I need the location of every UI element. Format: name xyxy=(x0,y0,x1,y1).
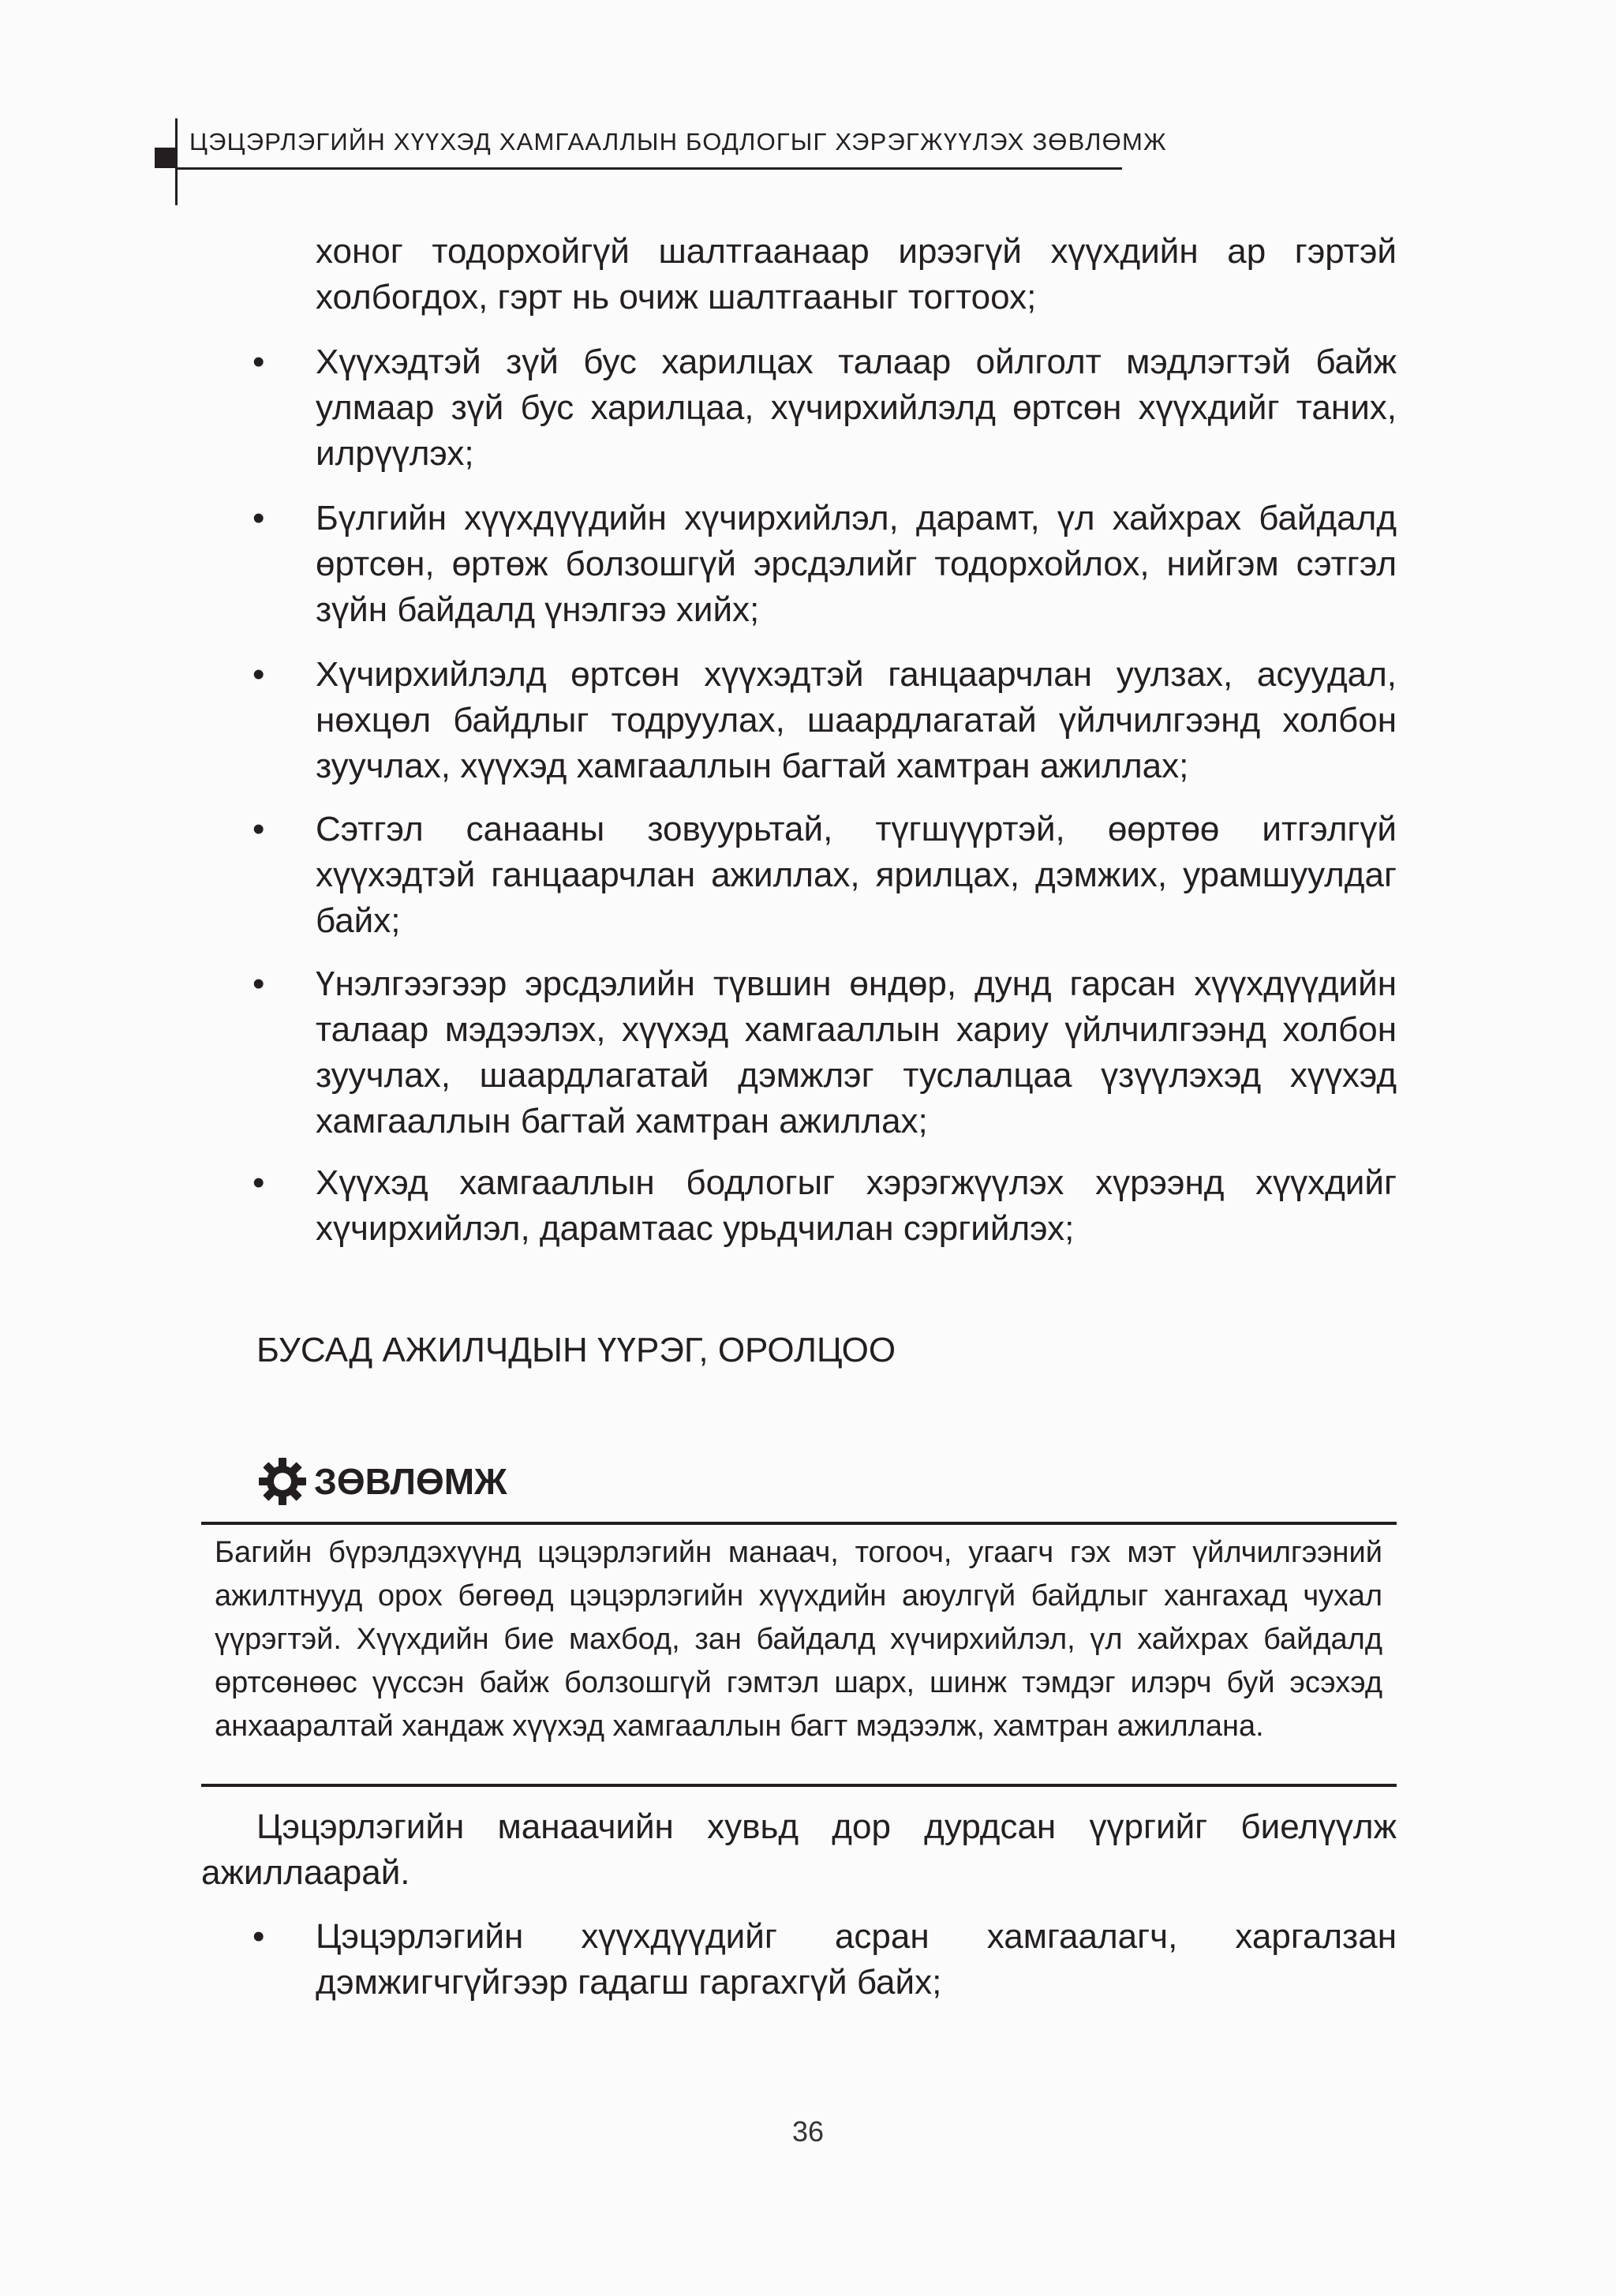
list-item: Бүлгийн хүүхдүүдийн хүчирхийлэл, дарамт, үл хайхрах байдалд өртсөн, өртөж болзошгүй эрсдэлийг тодорхойлох, нийгэм сэтгэл зүйн байдалд үнэлгээ хийх; xyxy=(316,499,1397,629)
intro-paragraph: Цэцэрлэгийн манаачийн хувьд дор дурдсан үүргийг биелүүлж ажиллаарай. xyxy=(201,1807,1397,1892)
header-vertical-line xyxy=(175,118,178,205)
list-item: Цэцэрлэгийн хүүхдүүдийг асран хамгаалагч, харгалзан дэмжигчгүйгээр гадагш гаргахгүй байх; xyxy=(316,1917,1397,2002)
bullet-marker: • xyxy=(252,343,265,381)
gear-icon xyxy=(257,1456,308,1507)
bullet-marker: • xyxy=(252,964,265,1003)
bullet-marker: • xyxy=(252,1917,265,1956)
section-heading: БУСАД АЖИЛЧДЫН ҮҮРЭГ, ОРОЛЦОО xyxy=(256,1331,896,1369)
header-marker xyxy=(155,148,175,168)
header-rule xyxy=(175,167,1122,170)
list-item: Сэтгэл санааны зовуурьтай, түгшүүртэй, өөртөө итгэлгүй хүүхэдтэй ганцаарчлан ажиллах, ярилцах, дэмжих, урамшуулдаг байх; xyxy=(316,810,1397,940)
advice-title: ЗӨВЛӨМЖ xyxy=(314,1461,507,1502)
list-item: Хүүхэдтэй зүй бус харилцах талаар ойлголт мэдлэгтэй байж улмаар зүй бус харилцаа, хүчирхийлэлд өртсөн хүүхдийг таних, илрүүлэх; xyxy=(316,343,1397,473)
continuation-text: хоног тодорхойгүй шалтгаанаар ирээгүй хүүхдийн ар гэртэй холбогдох, гэрт нь очиж шалтгааныг тогтоох; xyxy=(316,232,1397,316)
list-item: Хүчирхийлэлд өртсөн хүүхэдтэй ганцаарчлан уулзах, асуудал, нөхцөл байдлыг тодруулах, шаардлагатай үйлчилгээнд холбон зуучлах, хүүхэд хамгааллын багтай хамтран ажиллах; xyxy=(316,655,1397,785)
advice-top-rule xyxy=(201,1522,1397,1525)
bullet-marker: • xyxy=(252,1163,265,1202)
list-item: Үнэлгээгээр эрсдэлийн түвшин өндөр, дунд гарсан хүүхдүүдийн талаар мэдээлэх, хүүхэд хамгааллын хариу үйлчилгээнд холбон зуучлах, шаардлагатай дэмжлэг туслалцаа үзүүлэхэд хүүхэд хамгааллын багтай хамтран ажиллах; xyxy=(316,964,1397,1141)
page-number: 36 xyxy=(791,2115,825,2148)
bullet-marker: • xyxy=(252,655,265,694)
bullet-marker: • xyxy=(252,499,265,537)
running-header: ЦЭЦЭРЛЭГИЙН ХҮҮХЭД ХАМГААЛЛЫН БОДЛОГЫГ ХЭРЭГЖҮҮЛЭХ ЗӨВЛӨМЖ xyxy=(189,128,1167,155)
bullet-marker: • xyxy=(252,810,265,848)
list-item: Хүүхэд хамгааллын бодлогыг хэрэгжүүлэх хүрээнд хүүхдийг хүчирхийлэл, дарамтаас урьдчилан сэргийлэх; xyxy=(316,1163,1397,1248)
advice-text: Багийн бүрэлдэхүүнд цэцэрлэгийн манаач, тогооч, угаагч гэх мэт үйлчилгээний ажилтнууд орох бөгөөд цэцэрлэгийн хүүхдийн аюулгүй байдлыг хангахад чухал үүрэгтэй. Хүүхдийн бие махбод, зан байдалд хүчирхийлэл, үл хайхрах байдалд өртсөнөөс үүссэн байж болзошгүй гэмтэл шарх, шинж тэмдэг илэрч буй эсэхэд анхааралтай хандаж хүүхэд хамгааллын багт мэдээлж, хамтран ажиллана. xyxy=(215,1536,1382,1743)
advice-bottom-rule xyxy=(201,1784,1397,1787)
